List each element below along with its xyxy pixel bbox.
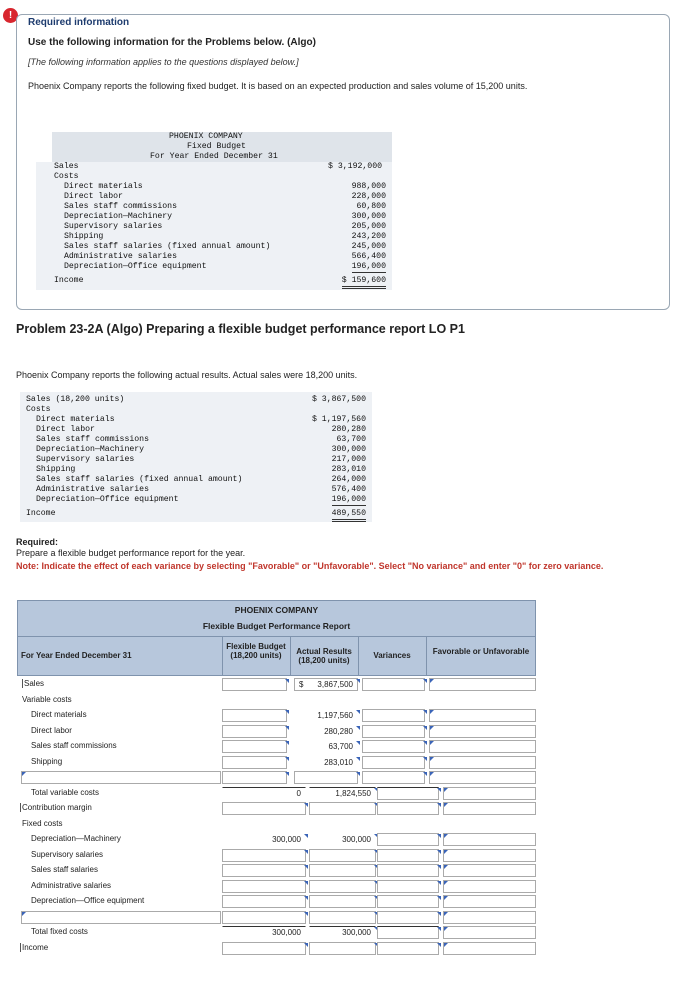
actual-results-header: Actual Results (18,200 units): [296, 647, 352, 665]
row-label: Sales staff commissions: [31, 741, 117, 750]
row-label-input[interactable]: [21, 911, 221, 924]
variance-input[interactable]: [377, 926, 439, 939]
fixed-budget-intro: Phoenix Company reports the following fixed budget. It is based on an expected production and sales volume of 15,200 units.: [28, 81, 528, 91]
variance-note: Note: Indicate the effect of each variance by selecting "Favorable" or "Unfavorable". Select "No variance" and enter "0" for zero variance.: [16, 561, 604, 571]
row-direct-materials: [17, 708, 536, 724]
fb-item-label: Administrative salaries: [64, 252, 178, 261]
fb-item-label: Shipping: [64, 232, 104, 241]
favorable-select[interactable]: [443, 880, 536, 893]
actual-total: 300,000: [309, 926, 376, 939]
flexible-input[interactable]: [222, 725, 287, 738]
row-label: Direct materials: [31, 710, 87, 719]
row-label: Sales staff salaries: [31, 865, 98, 874]
fb-item-value: 60,800: [356, 202, 386, 211]
favorable-select[interactable]: [443, 787, 536, 800]
fb-item-value: 300,000: [351, 212, 386, 221]
row-contribution-margin: [17, 801, 536, 817]
variance-input[interactable]: [377, 911, 439, 924]
flexible-input[interactable]: [222, 678, 287, 691]
fb-item-value: 243,200: [351, 232, 386, 241]
flexible-input[interactable]: [222, 740, 287, 753]
ar-item-value: 196,000: [331, 495, 366, 504]
favorable-header: Favorable or Unfavorable: [432, 647, 530, 656]
fixed-budget-company: PHOENIX COMPANY: [169, 132, 243, 141]
fb-income-value: $ 159,600: [342, 276, 386, 289]
favorable-select[interactable]: [429, 740, 536, 753]
fb-sales-value: $ 3,192,000: [328, 162, 383, 171]
ar-item-value: 283,010: [331, 465, 366, 474]
actual-results-table: [20, 392, 372, 522]
required-heading: Required:: [16, 537, 59, 547]
row-total-variable-costs: [17, 786, 536, 802]
fixed-budget-title: Fixed Budget: [187, 142, 246, 151]
actual-total: 1,824,550: [309, 787, 376, 800]
fb-item-label: Depreciation—Machinery: [64, 212, 173, 221]
favorable-select[interactable]: [429, 756, 536, 769]
flexible-input[interactable]: [222, 771, 287, 784]
row-label: Total variable costs: [31, 787, 100, 797]
alert-icon: !: [3, 8, 18, 23]
variance-input[interactable]: [362, 771, 425, 784]
fb-item-label: Sales staff salaries (fixed annual amount): [64, 242, 271, 251]
favorable-select[interactable]: [429, 709, 536, 722]
flexible-input[interactable]: [222, 802, 306, 815]
variance-input[interactable]: [362, 678, 425, 691]
row-sales-staff-salaries: [17, 863, 536, 879]
flexible-input[interactable]: [222, 942, 306, 955]
ar-costs-label: Costs: [26, 405, 51, 414]
variance-input[interactable]: [362, 756, 425, 769]
favorable-select[interactable]: [429, 725, 536, 738]
fb-item-value: 245,000: [351, 242, 386, 251]
actual-input[interactable]: [309, 911, 376, 924]
ar-item-label: Sales staff commissions: [36, 435, 150, 444]
favorable-select[interactable]: [443, 802, 536, 815]
variance-input[interactable]: [377, 895, 439, 908]
problem-title: Problem 23-2A (Algo) Preparing a flexible budget performance report LO P1: [16, 322, 465, 336]
row-label: Fixed costs: [22, 818, 63, 828]
flexible-value: 300,000: [222, 833, 306, 846]
variance-input[interactable]: [377, 849, 439, 862]
ar-item-label: Shipping: [36, 465, 76, 474]
fb-item-label: Depreciation—Office equipment: [64, 262, 207, 271]
row-shipping: [17, 755, 536, 771]
fb-item-value: 566,400: [351, 252, 386, 261]
row-total-fixed-costs: [17, 925, 536, 941]
favorable-select[interactable]: [429, 771, 536, 784]
ar-item-value: 217,000: [331, 455, 366, 464]
row-label: Supervisory salaries: [31, 849, 104, 859]
row-depreciation-machinery: [17, 832, 536, 848]
row-sales: [17, 677, 536, 693]
variance-input[interactable]: [362, 709, 425, 722]
actual-value: 63,700: [294, 740, 358, 753]
ar-item-label: Direct labor: [36, 425, 95, 434]
flexible-input[interactable]: [222, 864, 306, 877]
row-label-input[interactable]: [21, 771, 221, 784]
variance-input[interactable]: [377, 787, 439, 800]
flexible-budget-header: Flexible Budget (18,200 units): [226, 642, 286, 660]
variance-input[interactable]: [377, 942, 439, 955]
fixed-budget-period: For Year Ended December 31: [150, 152, 278, 161]
row-sales-staff-commissions: [17, 739, 536, 755]
variance-input[interactable]: [362, 725, 425, 738]
flexible-input[interactable]: [222, 895, 306, 908]
fb-sales-label: Sales: [54, 162, 79, 171]
fb-income-label: Income: [54, 276, 84, 285]
row-income: [17, 941, 536, 957]
flexible-budget-performance-report: [17, 600, 536, 952]
ar-item-value: 280,280: [331, 425, 366, 434]
ar-income-value: 489,550: [332, 509, 366, 522]
actual-value: 280,280: [294, 725, 358, 738]
ar-item-value: 300,000: [331, 445, 366, 454]
row-fixed-costs: [17, 817, 536, 833]
ar-item-value: 63,700: [336, 435, 366, 444]
actual-results-intro: Phoenix Company reports the following actual results. Actual sales were 18,200 units.: [16, 370, 358, 380]
row-blank: [17, 770, 536, 786]
row-label: Contribution margin: [22, 803, 92, 812]
actual-input[interactable]: [309, 849, 376, 862]
report-company: PHOENIX COMPANY: [234, 605, 319, 615]
variance-input[interactable]: [362, 740, 425, 753]
ar-item-value: 264,000: [331, 475, 366, 484]
row-label: Shipping: [31, 756, 63, 766]
actual-value: 300,000: [309, 833, 376, 846]
ar-sales-label: Sales (18,200 units): [26, 395, 125, 404]
favorable-select[interactable]: [443, 833, 536, 846]
row-label: Direct labor: [31, 725, 72, 735]
actual-input[interactable]: [309, 942, 376, 955]
flexible-input[interactable]: [222, 849, 306, 862]
actual-input[interactable]: [294, 771, 358, 784]
fixed-budget-table: [36, 118, 392, 290]
fb-item-label: Direct materials: [64, 182, 143, 191]
variance-input[interactable]: [377, 864, 439, 877]
row-supervisory-salaries: [17, 848, 536, 864]
row-direct-labor: [17, 724, 536, 740]
ar-income-label: Income: [26, 509, 56, 518]
row-label: Depreciation—Office equipment: [31, 896, 145, 905]
flexible-input[interactable]: [222, 880, 306, 893]
actual-input[interactable]: [309, 880, 376, 893]
ar-sales-value: $ 3,867,500: [311, 395, 366, 404]
fb-item-label: Direct labor: [64, 192, 123, 201]
ar-item-value: $ 1,197,560: [311, 415, 366, 424]
variance-input[interactable]: [377, 802, 439, 815]
favorable-select[interactable]: [429, 678, 536, 691]
actual-input[interactable]: [309, 802, 376, 815]
row-label: Depreciation—Machinery: [31, 834, 121, 843]
ar-item-value: 576,400: [331, 485, 366, 494]
row-label: Variable costs: [22, 694, 72, 704]
actual-value: 1,197,560: [294, 709, 358, 722]
variances-header: Variances: [373, 651, 411, 660]
row-depreciation-office: [17, 894, 536, 910]
report-body: [17, 676, 536, 952]
row-administrative-salaries: [17, 879, 536, 895]
row-label: Administrative salaries: [31, 880, 112, 890]
row-blank: [17, 910, 536, 926]
fb-item-value: 228,000: [351, 192, 386, 201]
report-title: Flexible Budget Performance Report: [202, 621, 351, 631]
variance-input[interactable]: [377, 880, 439, 893]
fb-item-label: Supervisory salaries: [64, 222, 163, 231]
ar-item-label: Administrative salaries: [36, 485, 150, 494]
fb-item-value: 988,000: [351, 182, 386, 191]
actual-input[interactable]: [309, 895, 376, 908]
fb-item-label: Sales staff commissions: [64, 202, 178, 211]
fb-item-value: 205,000: [351, 222, 386, 231]
favorable-select[interactable]: [443, 895, 536, 908]
row-variable-costs: [17, 693, 536, 709]
flexible-total: 0: [222, 787, 306, 800]
ar-item-label: Depreciation—Office equipment: [36, 495, 179, 504]
row-label: Sales: [24, 679, 45, 688]
favorable-select[interactable]: [443, 849, 536, 862]
required-instruction: Prepare a flexible budget performance report for the year.: [16, 548, 246, 558]
favorable-select[interactable]: [443, 864, 536, 877]
period-header: For Year Ended December 31: [21, 651, 132, 660]
row-label: Income: [22, 942, 49, 952]
fb-costs-label: Costs: [54, 172, 79, 181]
actual-value: 283,010: [294, 756, 358, 769]
flexible-total: 300,000: [222, 926, 306, 939]
required-information-heading: Required information: [28, 17, 130, 28]
flexible-input[interactable]: [222, 756, 287, 769]
ar-item-label: Supervisory salaries: [36, 455, 135, 464]
favorable-select[interactable]: [443, 911, 536, 924]
variance-input[interactable]: [377, 833, 439, 846]
flexible-input[interactable]: [222, 911, 306, 924]
actual-value: $ 3,867,500: [294, 678, 358, 691]
actual-input[interactable]: [309, 864, 376, 877]
ar-item-label: Sales staff salaries (fixed annual amount): [36, 475, 243, 484]
applies-note: [The following information applies to the questions displayed below.]: [28, 57, 299, 67]
use-info-heading: Use the following information for the Problems below. (Algo): [28, 37, 316, 48]
fb-item-value: 196,000: [351, 262, 386, 271]
favorable-select[interactable]: [443, 942, 536, 955]
ar-item-label: Direct materials: [36, 415, 115, 424]
favorable-select[interactable]: [443, 926, 536, 939]
flexible-input[interactable]: [222, 709, 287, 722]
ar-item-label: Depreciation—Machinery: [36, 445, 145, 454]
row-label: Total fixed costs: [31, 927, 88, 936]
